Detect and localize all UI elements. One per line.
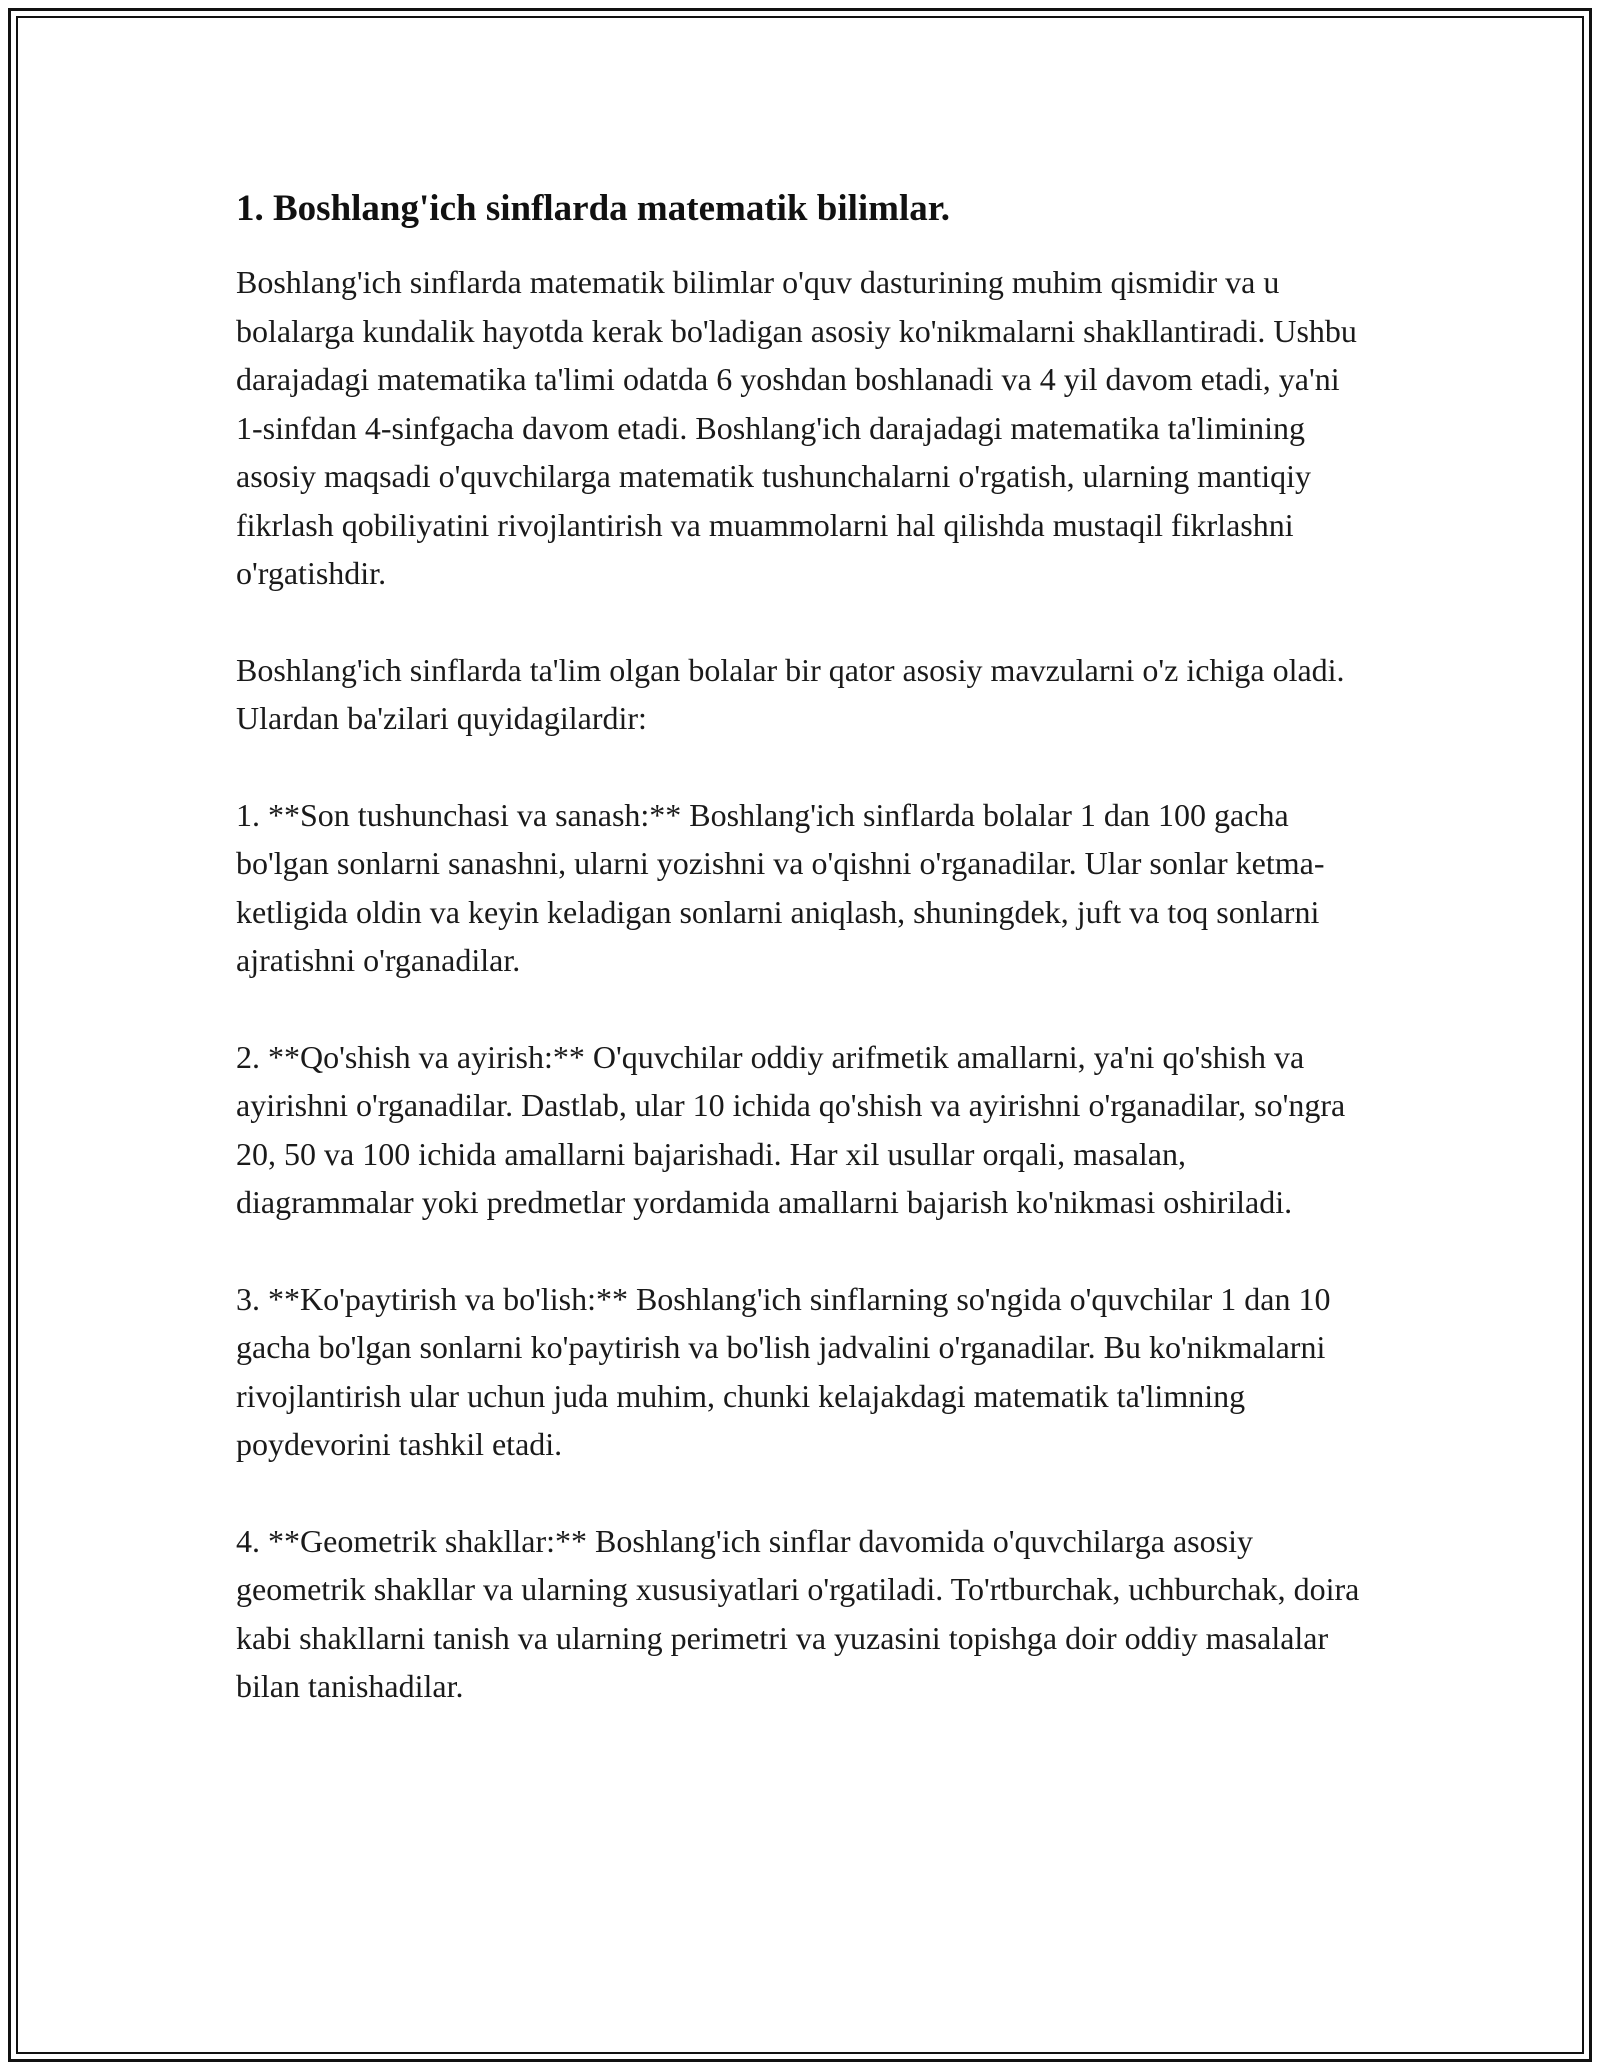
- topic-item-counting: 1. **Son tushunchasi va sanash:** Boshlang'ich sinflarda bolalar 1 dan 100 gacha bo'lgan sonlarni sanashni, ularni yozishni va o'qishni o'rganadilar. Ular sonlar ketma-ketligida oldin va keyin keladigan sonlarni aniqlash, shuningdek, juft va toq sonlarni ajratishni o'rganadilar.: [236, 796, 1325, 978]
- topics-intro-paragraph: Boshlang'ich sinflarda ta'lim olgan bolalar bir qator asosiy mavzularni o'z ichiga oladi. Ulardan ba'zilari quyidagilardir:: [236, 651, 1345, 736]
- intro-paragraph: Boshlang'ich sinflarda matematik bilimlar o'quv dasturining muhim qismidir va u bolalarga kundalik hayotda kerak bo'ladigan asosiy ko'nikmalarni shakllantiradi. Ushbu darajadagi matematika ta'limi odatda 6 yoshdan boshlanadi va 4 yil davom etadi, ya'ni 1-sinfdan 4-sinfgacha davom etadi. Boshlang'ich darajadagi matematika ta'limining asosiy maqsadi o'quvchilarga matematik tushunchalarni o'rgatish, ularning mantiqiy fikrlash qobiliyatini rivojlantirish va muammolarni hal qilishda mustaqil fikrlashni o'rgatishdir.: [236, 264, 1357, 591]
- topic-item-addition-subtraction: 2. **Qo'shish va ayirish:** O'quvchilar oddiy arifmetik amallarni, ya'ni qo'shish va ayirishni o'rganadilar. Dastlab, ular 10 ichida qo'shish va ayirishni o'rganadilar, so'ngra 20, 50 va 100 ichida amallarni bajarishadi. Har xil usullar orqali, masalan, diagrammalar yoki predmetlar yordamida amallarni bajarish ko'nikmasi oshiriladi.: [236, 1038, 1346, 1220]
- section-heading: 1. Boshlang'ich sinflarda matematik bilimlar.: [236, 188, 951, 229]
- document-body: [236, 186, 1366, 1759]
- topic-item-geometric-shapes: 4. **Geometrik shakllar:** Boshlang'ich sinflar davomida o'quvchilarga asosiy geometrik shakllar va ularning xususiyatlari o'rgatiladi. To'rtburchak, uchburchak, doira kabi shakllarni tanish va ularning perimetri va yuzasini topishga doir oddiy masalalar bilan tanishadilar.: [236, 1522, 1360, 1704]
- topic-item-multiplication-division: 3. **Ko'paytirish va bo'lish:** Boshlang'ich sinflarning so'ngida o'quvchilar 1 dan 10 gacha bo'lgan sonlarni ko'paytirish va bo'lish jadvalini o'rganadilar. Bu ko'nikmalarni rivojlantirish ular uchun juda muhim, chunki kelajakdagi matematik ta'limning poydevorini tashkil etadi.: [236, 1280, 1331, 1462]
